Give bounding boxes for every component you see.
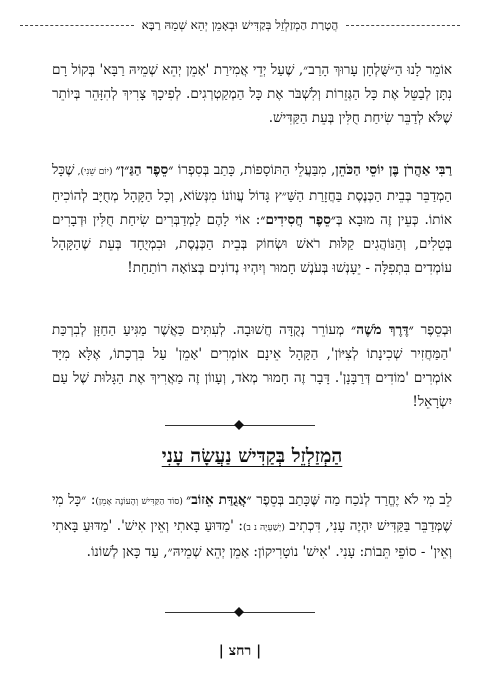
running-title: הֲטָרַת הַמְזַלְזֵל בְּקַדִּישׁ וּבְאָמֵן יְהֵא שְׁמֵהּ רַבָּא (141, 18, 339, 32)
paragraph-2-text: , מִבַּעֲלֵי הַתּוֹסָפוֹת, כָּתַב בְּסִפְרוֹ (173, 162, 336, 178)
book-title-sefer-hagan: ״סֵפֶר הַגַּ״ן״ (115, 162, 174, 178)
paragraph-1 (52, 58, 452, 130)
paragraph-3-text: וּבְסֵפֶר (413, 322, 452, 338)
header-dash-right (346, 25, 460, 26)
section-heading: הַמְזַלְזֵל בְּקַדִּישׁ נַעֲשָׂה עָנִי (161, 445, 343, 467)
section-source-note: (סוֹד הַקַּדִּישׁ וְהָעוֹנֶה אָמֵן) (95, 497, 187, 507)
section-paragraph (52, 488, 452, 564)
paragraph-2-text-3: : אוֹי לָהֶם לַמְדַבְּרִים שִׂיחַת חֻלִּין וּדְבָרִים בְּטֵלִים, וְהַנּוֹהֲגִים קַלּוּת רֹאשׁ וּשְׂחוֹק בְּבֵית הַכְּנֶסֶת, וּבִמְיֻחָד בְּעֵת שֶׁהַקָּהָל עוֹמְדִים בִּתְפִלָּה - יֵעָנְשׁוּ בְּעֹנֶשׁ חָמוּר וְיִהְיוּ נְדוֹנִים בְּצוֹאָה רוֹתַחַת! (52, 212, 452, 276)
section-divider (165, 420, 315, 430)
section-text-3: : 'מַדּוּעַ בָּאתִי וְאֵין אִישׁ'. 'מַדּוּעַ בָּאתִי וְאֵין' - סוֹפֵי תֵּבוֹת: עָנִי. 'אִישׁ' נוֹטָרִיקוֹן: אָמֵן יְהֵא שְׁמֵיהּ״, עַד כָּאן לְשׁוֹנוֹ. (52, 518, 452, 560)
source-note: (יוֹם שֵׁנִי), (74, 167, 116, 177)
running-header (20, 18, 460, 33)
verse-reference: (יְשַׁעְיָה נ ב) (242, 523, 285, 533)
book-title-sefer-chasidim: ״סֵפֶר חֲסִידִים״ (260, 212, 337, 228)
page-number: | רחצ | (218, 643, 262, 659)
section-text-2: : ״כָּל מִי שֶׁמְּדַבֵּר בַּקַּדִּישׁ יִהְיֶה עָנִי, דִּכְתִיב (52, 492, 452, 534)
paragraph-1-text: אוֹמֵר לָנוּ הַ״שֻּׁלְחָן עָרוּךְ הָרַב״, שֶׁעַל יְדֵי אֲמִירַת 'אָמֵן יְהֵא שְׁמֵיהּ רַבָּא' בְּקוֹל רָם נִתָּן לְבַטֵּל אֶת כָּל הַגְּזֵרוֹת וְלִשְׁבֹּר אֶת כָּל הַמְקַטְרְגִים. לְפִיכָךְ צָרִיךְ לְהִזָּהֵר בְּיוֹתֵר שֶׁלֹּא לְדַבֵּר שִׂיחַת חֻלִּין בְּעֵת הַקַּדִּישׁ. (52, 62, 452, 126)
paragraph-3 (52, 318, 452, 414)
paragraph-2-text-2: שֶׁכָּל הַמְדַבֵּר בְּבֵית הַכְּנֶסֶת בַּחֲזָרַת הַשַּׁ״ץ גָּדוֹל עֲווֹנוֹ מִנְּשׂוֹא, וְכָל הַקָּהָל מְחֻיָּב לְהוֹכִיחַ אוֹתוֹ. כְּעֵין זֶה מוּבָא בְּ (52, 162, 452, 228)
book-title-agudat-ezov: ״אֲגֻדַּת אֵזוֹב״ (186, 492, 252, 508)
paragraph-3-text-2: מְעוֹרֵר נְקֻדָּה חֲשׁוּבָה. לְעִתִּים כַּאֲשֶׁר מַגִּיעַ הַחַזָּן לְבִרְכַּת 'הַמַּחֲזִיר שְׁכִינָתוֹ לְצִיּוֹן', הַקָּהָל אֵינָם אוֹמְרִים 'אָמֵן' עַל בִּרְכָתוֹ, אֶלָּא מִיָּד אוֹמְרִים 'מוֹדִים דְּרַבָּנָן'. דָּבָר זֶה חָמוּר מְאֹד, וְעָווֹן זֶה מַאֲרִיךְ אֶת הַגָּלוּת שֶׁל עַם יִשְׂרָאֵל! (52, 322, 452, 410)
book-title-derech-moshe: ״דֶּרֶךְ מֹשֶׁה״ (351, 322, 414, 338)
section-text: לֵב מִי לֹא יֶחֱרַד לְנֹכַח מַה שֶּׁכָּתַב בְּסֵפֶר (251, 492, 453, 508)
header-dash-left (20, 25, 134, 26)
bottom-divider (165, 607, 315, 617)
author-name: רַבִּי אַהֲרֹן בֶּן יוֹסֵי הַכֹּהֵן (335, 162, 453, 178)
paragraph-2 (52, 158, 452, 280)
